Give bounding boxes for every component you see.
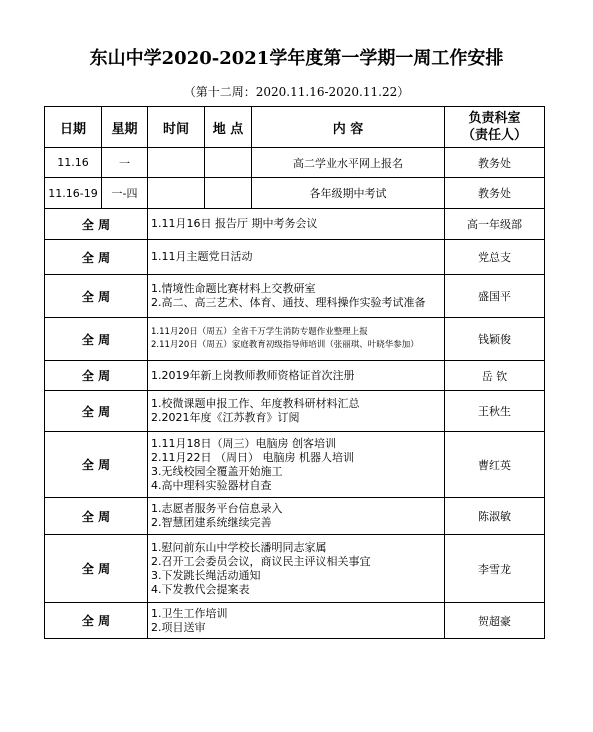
row-week-label: 全 周	[45, 535, 148, 603]
row-person: 贺超豪	[445, 603, 545, 639]
row-content: 各年级期中考试	[252, 178, 445, 209]
content-line: 3.下发跳长绳活动通知	[151, 568, 261, 582]
header-time: 时间	[148, 107, 205, 148]
row-weekday: 一-四	[102, 178, 148, 209]
row-person: 王秋生	[445, 391, 545, 432]
row-content	[148, 361, 445, 391]
row-person: 曹红英	[445, 432, 545, 498]
header-responsible	[445, 107, 545, 148]
row-week-label: 全 周	[45, 498, 148, 535]
row-date: 11.16	[45, 148, 102, 178]
table-row	[45, 275, 545, 318]
table-row	[45, 498, 545, 535]
row-person: 教务处	[445, 148, 545, 178]
row-person: 岳 钦	[445, 361, 545, 391]
row-content	[148, 535, 445, 603]
content-line: 2.11月22日 （周日） 电脑房 机器人培训	[151, 450, 354, 464]
row-weekday: 一	[102, 148, 148, 178]
table-row	[45, 391, 545, 432]
row-date: 11.16-19	[45, 178, 102, 209]
content-line: 2.2021年度《江苏教育》订阅	[151, 411, 300, 424]
row-content: 高二学业水平网上报名	[252, 148, 445, 178]
row-content	[148, 318, 445, 361]
content-line: 1.校微课题申报工作、年度教科研材料汇总	[151, 397, 360, 410]
row-week-label: 全 周	[45, 603, 148, 639]
schedule-table	[44, 106, 545, 639]
table-row	[45, 535, 545, 603]
content-line: 1.11月20日（周五）全省千万学生消防专题作业整理上报	[151, 327, 368, 337]
row-content	[148, 498, 445, 535]
content-line: 1.慰问前东山中学校长潘明同志家属	[151, 540, 327, 554]
row-time	[148, 178, 205, 209]
header-place: 地 点	[205, 107, 252, 148]
content-line: 2.高二、高三艺术、体育、通技、理科操作实验考试准备	[151, 296, 426, 309]
content-line: 4.高中理科实验器材自查	[151, 478, 272, 492]
content-line: 3.无线校园全覆盖开始施工	[151, 464, 283, 478]
table-row	[45, 240, 545, 275]
row-person: 盛国平	[445, 275, 545, 318]
row-place	[205, 148, 252, 178]
content-line: 2.智慧团建系统继续完善	[151, 516, 272, 529]
row-content	[148, 240, 445, 275]
header-weekday: 星期	[102, 107, 148, 148]
content-line: 1.情境性命题比赛材料上交教研室	[151, 282, 316, 295]
content-line: 1.2019年新上岗教师教师资格证首次注册	[151, 368, 355, 382]
table-row	[45, 361, 545, 391]
content-line: 1.志愿者服务平台信息录入	[151, 502, 283, 515]
header-responsible-line2: （责任人）	[461, 128, 527, 143]
row-content	[148, 603, 445, 639]
row-week-label: 全 周	[45, 275, 148, 318]
row-week-label: 全 周	[45, 432, 148, 498]
row-week-label: 全 周	[45, 240, 148, 275]
table-row	[45, 432, 545, 498]
row-week-label: 全 周	[45, 361, 148, 391]
row-place	[205, 178, 252, 209]
row-content	[148, 209, 445, 240]
row-week-label: 全 周	[45, 391, 148, 432]
content-line: 4.下发教代会提案表	[151, 582, 250, 596]
row-content	[148, 391, 445, 432]
content-line: 2.项目送审	[151, 620, 206, 634]
content-line: 1.11月16日 报告厅 期中考务会议	[151, 217, 318, 230]
header-date: 日期	[45, 107, 102, 148]
table-row	[45, 148, 545, 178]
header-responsible-line1: 负责科室	[468, 111, 521, 126]
row-person: 陈淑敏	[445, 498, 545, 535]
table-row	[45, 178, 545, 209]
table-row	[45, 318, 545, 361]
content-line: 1.11月主题党日活动	[151, 250, 253, 263]
row-time	[148, 148, 205, 178]
row-person: 李雪龙	[445, 535, 545, 603]
row-person: 教务处	[445, 178, 545, 209]
row-person: 钱颖俊	[445, 318, 545, 361]
document-subtitle: （第十二周：2020.11.16-2020.11.22）	[183, 85, 410, 99]
table-row	[45, 603, 545, 639]
content-line: 2.召开工会委员会议，商议民主评议相关事宜	[151, 554, 371, 568]
document-title: 东山中学2020-2021学年度第一学期一周工作安排	[89, 48, 504, 69]
row-week-label: 全 周	[45, 209, 148, 240]
content-line: 1.卫生工作培训	[151, 606, 228, 620]
row-person: 高一年级部	[445, 209, 545, 240]
content-line: 2.11月20日（周五）家庭教育初级指导师培训（张丽琪、叶晓华参加）	[151, 340, 419, 350]
header-content: 内 容	[252, 107, 445, 148]
row-week-label: 全 周	[45, 318, 148, 361]
row-person: 党总支	[445, 240, 545, 275]
table-header-row	[45, 107, 545, 148]
content-line: 1.11月18日（周三）电脑房 创客培训	[151, 436, 336, 450]
row-content	[148, 275, 445, 318]
row-content	[148, 432, 445, 498]
table-row	[45, 209, 545, 240]
